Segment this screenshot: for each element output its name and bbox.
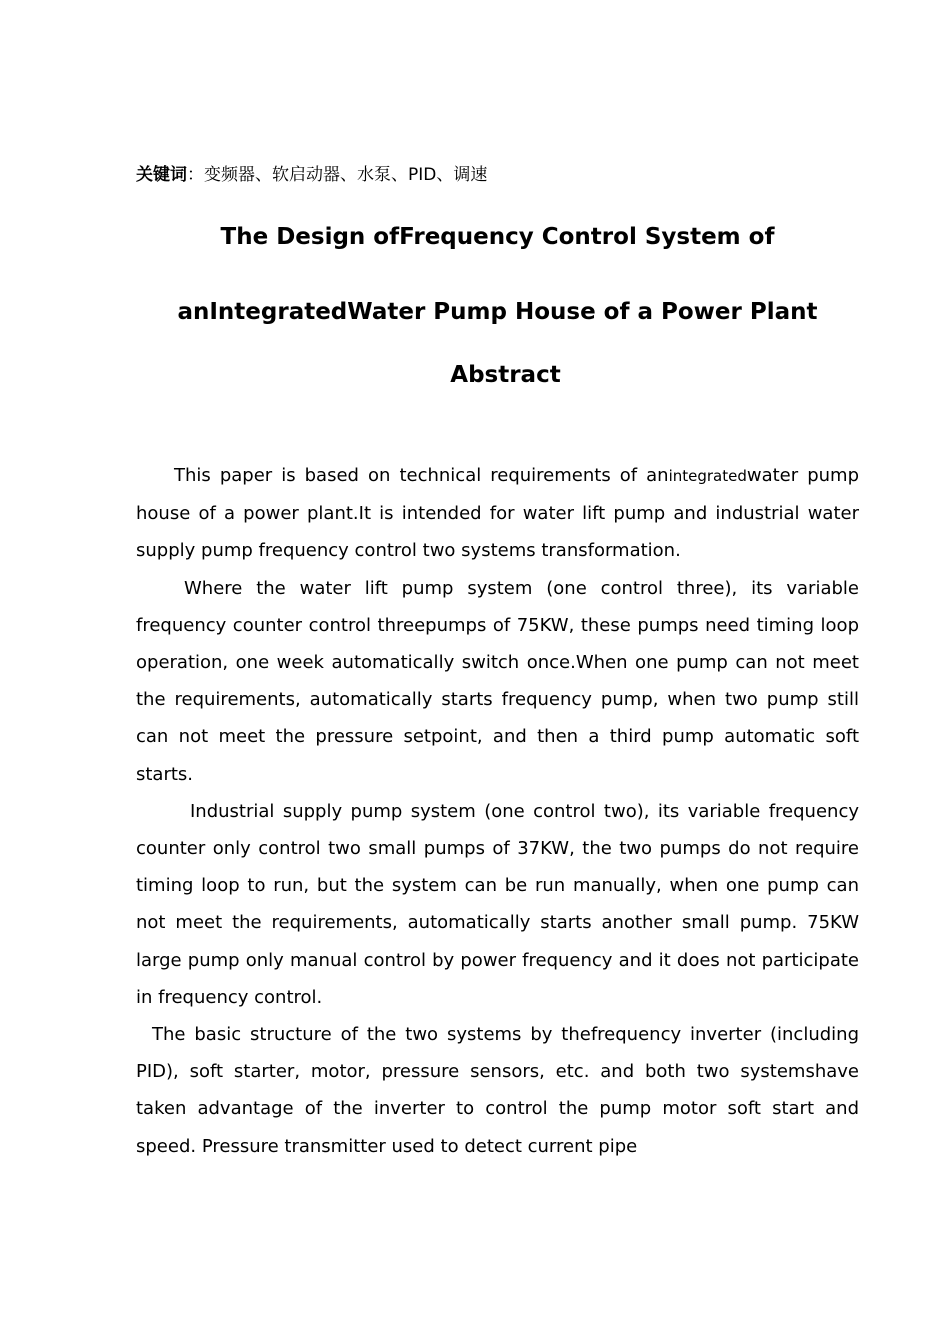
keywords-separator: ： <box>187 165 204 185</box>
abstract-paragraph-1 <box>136 457 859 570</box>
keywords-label: 关键词 <box>136 165 187 185</box>
english-title-line-1: The Design ofFrequency Control System of <box>220 224 775 250</box>
paragraph-1-text-start: This paper is based on technical requirements of an <box>174 465 669 486</box>
keywords-terms: 变频器、软启动器、水泵、PID、调速 <box>204 165 488 185</box>
abstract-body <box>136 457 859 1165</box>
abstract-paragraph-2: Where the water lift pump system (one control three), its variable frequency counter control threepumps of 75KW, these pumps need timing loop operation, one week automatically switch once.When one pump can not meet the requirements, automatically starts frequency pump, when two pump still can not meet the pressure setpoint, and then a third pump automatic soft starts. <box>136 577 859 785</box>
paragraph-1-text-end: water pump house of a power plant.It is intended for water lift pump and industrial water supply pump frequency control two systems transformation. <box>136 465 859 562</box>
abstract-heading: Abstract <box>450 362 561 388</box>
keywords-line <box>136 163 487 187</box>
abstract-paragraph-3: Industrial supply pump system (one control two), its variable frequency counter only control two small pumps of 37KW, the two pumps do not require timing loop to run, but the system can be run manually, when one pump can not meet the requirements, automatically starts another small pump. 75KW large pump only manual control by power frequency and it does not participate in frequency control. <box>136 800 859 1008</box>
abstract-paragraph-4: The basic structure of the two systems by thefrequency inverter (including PID), soft starter, motor, pressure sensors, etc. and both two systemshave taken advantage of the inverter to control the pump motor soft start and speed. Pressure transmitter used to detect current pipe <box>136 1024 859 1157</box>
paragraph-1-small-word: integrated <box>668 467 747 485</box>
english-title-line-2: anIntegratedWater Pump House of a Power Plant <box>177 299 818 325</box>
